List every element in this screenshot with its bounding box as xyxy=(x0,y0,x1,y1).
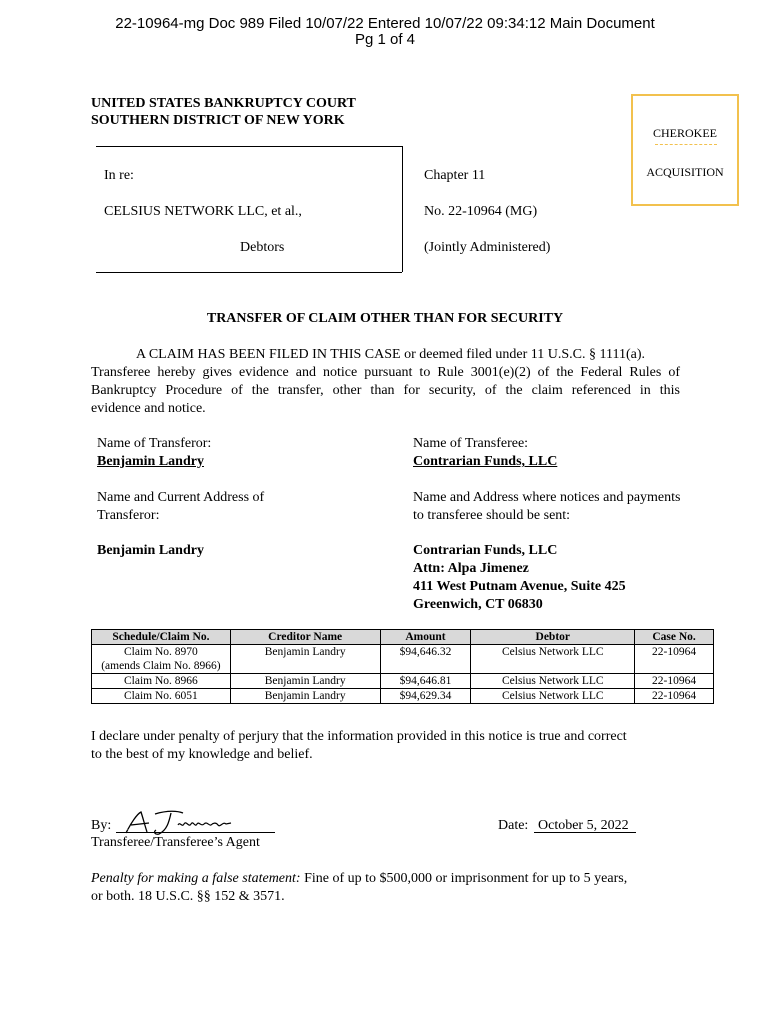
debtors-label: Debtors xyxy=(240,240,285,255)
table-row xyxy=(92,689,714,704)
transferee-name: Contrarian Funds, LLC xyxy=(413,454,558,469)
table-header: Schedule/Claim No. xyxy=(92,630,231,645)
date-value: October 5, 2022 xyxy=(538,818,629,833)
docket-header: 22-10964-mg Doc 989 Filed 10/07/22 Entered 10/07/22 09:34:12 Main Document xyxy=(115,15,655,32)
penalty-line-1 xyxy=(91,870,627,887)
table-cell xyxy=(92,645,231,674)
penalty-line-2: or both. 18 U.S.C. §§ 152 & 3571. xyxy=(91,889,285,904)
table-header: Case No. xyxy=(635,630,714,645)
table-cell: Claim No. 8966 xyxy=(92,674,231,689)
table-header: Creditor Name xyxy=(230,630,380,645)
table-cell: Benjamin Landry xyxy=(230,689,380,704)
stamp-box xyxy=(631,94,739,206)
transferee-address-label-2: to transferee should be sent: xyxy=(413,508,571,523)
transferee-address-2: Attn: Alpa Jimenez xyxy=(413,561,529,576)
table-cell: $94,629.34 xyxy=(380,689,471,704)
transferor-name: Benjamin Landry xyxy=(97,454,204,469)
notice-line-3: Bankruptcy Procedure of the transfer, other than for security, of the claim referenced in this xyxy=(91,383,680,398)
stamp-line-2: ACQUISITION xyxy=(646,165,724,179)
penalty-text: Fine of up to $500,000 or imprisonment for up to 5 years, xyxy=(300,871,628,886)
jointly-administered: (Jointly Administered) xyxy=(424,240,551,255)
table-cell: 22-10964 xyxy=(635,689,714,704)
claim-number: Claim No. 8970 xyxy=(124,646,198,658)
caption-right-rule xyxy=(402,146,403,272)
table-cell: Benjamin Landry xyxy=(230,645,380,674)
stamp-line-1: CHEROKEE xyxy=(653,126,717,140)
declaration-line-1: I declare under penalty of perjury that the information provided in this notice is true and correct xyxy=(91,729,627,744)
claim-note: (amends Claim No. 8966) xyxy=(101,660,221,672)
in-re-label: In re: xyxy=(104,168,134,183)
table-header: Amount xyxy=(380,630,471,645)
table-row xyxy=(92,674,714,689)
chapter: Chapter 11 xyxy=(424,168,486,183)
table-cell: Benjamin Landry xyxy=(230,674,380,689)
declaration-line-2: to the best of my knowledge and belief. xyxy=(91,747,313,762)
transferor-address-label-1: Name and Current Address of xyxy=(97,490,265,505)
signature-line xyxy=(116,832,275,833)
notice-line-2: Transferee hereby gives evidence and notice pursuant to Rule 3001(e)(2) of the Federal Rules of xyxy=(91,365,680,380)
transferor-address-name: Benjamin Landry xyxy=(97,543,204,558)
case-number: No. 22-10964 (MG) xyxy=(424,204,538,219)
table-cell: $94,646.81 xyxy=(380,674,471,689)
caption-bottom-rule xyxy=(96,272,402,273)
table-row xyxy=(92,645,714,674)
transferor-name-label: Name of Transferor: xyxy=(97,436,212,451)
page-indicator: Pg 1 of 4 xyxy=(354,31,416,48)
table-cell: Celsius Network LLC xyxy=(471,689,635,704)
penalty-heading: Penalty for making a false statement: xyxy=(91,871,301,886)
transferee-address-label-1: Name and Address where notices and payments xyxy=(413,490,681,505)
svg-text:A Jimenez: A Jimenez xyxy=(126,830,131,831)
stamp-divider xyxy=(655,144,717,145)
table-header: Debtor xyxy=(471,630,635,645)
notice-line-1: A CLAIM HAS BEEN FILED IN THIS CASE or deemed filed under 11 U.S.C. § 1111(a). xyxy=(136,347,646,362)
table-cell: 22-10964 xyxy=(635,645,714,674)
notice-line-4: evidence and notice. xyxy=(91,401,206,416)
claims-table xyxy=(91,629,714,704)
transferee-name-label: Name of Transferee: xyxy=(413,436,529,451)
table-cell: Claim No. 6051 xyxy=(92,689,231,704)
table-cell: $94,646.32 xyxy=(380,645,471,674)
table-cell: 22-10964 xyxy=(635,674,714,689)
by-label: By: xyxy=(91,818,112,833)
table-header-row xyxy=(92,630,714,645)
transferee-address-4: Greenwich, CT 06830 xyxy=(413,597,543,612)
debtor-name: CELSIUS NETWORK LLC, et al., xyxy=(104,204,302,219)
transferee-address-3: 411 West Putnam Avenue, Suite 425 xyxy=(413,579,626,594)
signer-role: Transferee/Transferee’s Agent xyxy=(91,835,260,850)
caption-top-rule xyxy=(96,146,402,147)
court-district: SOUTHERN DISTRICT OF NEW YORK xyxy=(91,113,345,128)
court-name: UNITED STATES BANKRUPTCY COURT xyxy=(91,96,356,111)
table-cell: Celsius Network LLC xyxy=(471,674,635,689)
table-cell: Celsius Network LLC xyxy=(471,645,635,674)
document-title: TRANSFER OF CLAIM OTHER THAN FOR SECURITY xyxy=(206,311,564,326)
date-label: Date: xyxy=(498,818,529,833)
date-line xyxy=(534,832,636,833)
transferor-address-label-2: Transferor: xyxy=(97,508,160,523)
transferee-address-1: Contrarian Funds, LLC xyxy=(413,543,558,558)
